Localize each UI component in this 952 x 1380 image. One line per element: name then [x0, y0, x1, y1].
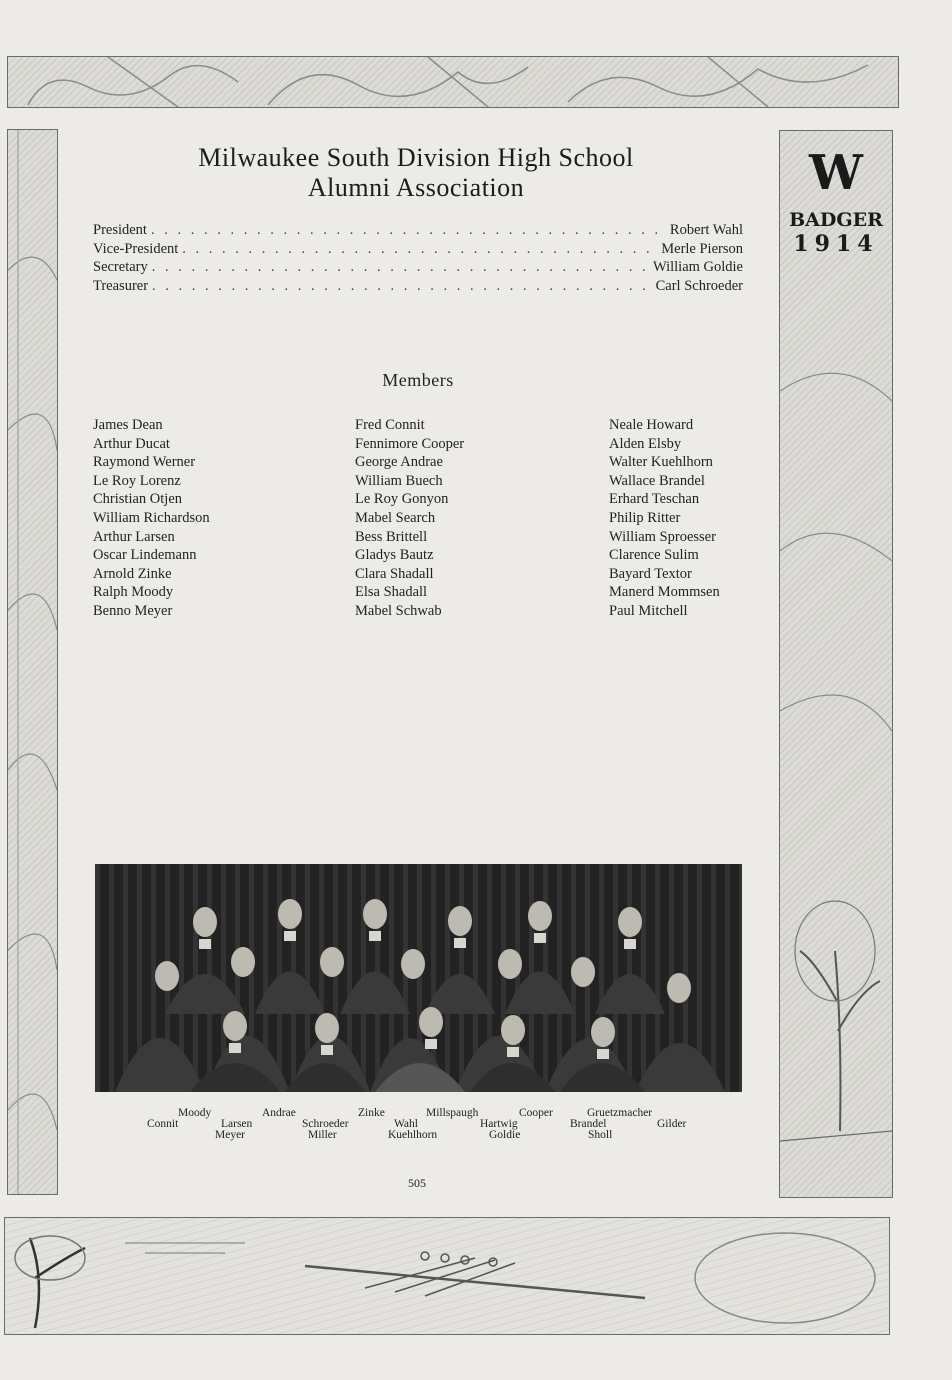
caption-name: Zinke	[358, 1107, 385, 1119]
title-line-1: Milwaukee South Division High School	[198, 143, 634, 172]
member-name: George Andrae	[355, 454, 443, 471]
officer-row	[93, 278, 743, 297]
officer-row	[93, 259, 743, 278]
caption-name: Hartwig	[480, 1118, 518, 1130]
caption-name: Goldie	[489, 1129, 521, 1141]
member-name: Walter Kuehlhorn	[609, 454, 713, 471]
member-name: Arthur Ducat	[93, 435, 170, 452]
member-name: Gladys Bautz	[355, 547, 434, 564]
member-name: Le Roy Gonyon	[355, 491, 449, 508]
badge-name: BADGER	[789, 209, 883, 231]
group-photo	[95, 864, 742, 1092]
officer-role: Secretary	[93, 259, 148, 276]
officer-row	[93, 241, 743, 260]
members-column-1	[93, 416, 210, 621]
badge-year: 1914	[793, 231, 879, 257]
cloud-pattern-icon	[8, 57, 898, 107]
officer-role: Vice-President	[93, 240, 179, 257]
bottom-decorative-border	[4, 1217, 890, 1335]
member-name: Arthur Larsen	[93, 528, 175, 545]
caption-name: Andrae	[262, 1107, 296, 1119]
officer-role: President	[93, 222, 147, 238]
caption-name: Schroeder	[302, 1118, 349, 1130]
member-name: William Sproesser	[609, 528, 716, 545]
leader-dots	[152, 259, 649, 276]
left-decorative-border	[7, 129, 58, 1195]
members-column-3	[609, 416, 720, 621]
member-name: Manerd Mommsen	[609, 584, 720, 601]
top-decorative-border	[7, 56, 899, 108]
caption-name: Connit	[147, 1118, 179, 1130]
member-name: Bayard Textor	[609, 565, 692, 582]
officers-list	[93, 222, 743, 297]
officer-name: William Goldie	[652, 259, 743, 276]
member-name: Fred Connit	[355, 417, 425, 433]
member-name: Bess Brittell	[355, 528, 428, 545]
caption-name: Gilder	[657, 1118, 687, 1130]
caption-name: Sholl	[588, 1129, 613, 1141]
member-name: Benno Meyer	[93, 602, 173, 619]
caption-name: Miller	[308, 1129, 337, 1141]
caption-name: Meyer	[215, 1129, 246, 1141]
rowing-crew-icon	[5, 1218, 889, 1334]
member-name: Philip Ritter	[609, 509, 681, 526]
members-column-2	[355, 416, 464, 621]
officer-name: Robert Wahl	[669, 222, 743, 238]
member-name: William Buech	[355, 472, 443, 489]
caption-name: Kuehlhorn	[388, 1129, 438, 1141]
member-name: Le Roy Lorenz	[93, 472, 181, 489]
member-name: Clarence Sulim	[609, 547, 699, 564]
member-name: Alden Elsby	[609, 435, 682, 452]
title-line-2: Alumni Association	[307, 173, 525, 202]
member-name: Neale Howard	[609, 417, 694, 433]
member-name: Oscar Lindemann	[93, 547, 197, 564]
leader-dots	[151, 222, 666, 239]
group-portrait-icon	[95, 864, 742, 1092]
caption-name: Moody	[178, 1107, 212, 1119]
caption-name: Millspaugh	[426, 1107, 479, 1119]
member-name: Raymond Werner	[93, 454, 196, 471]
member-name: Christian Otjen	[93, 491, 183, 508]
page-number: 505	[408, 1176, 426, 1190]
member-name: Paul Mitchell	[609, 602, 688, 619]
right-decorative-border	[779, 130, 893, 1198]
badge-letter: W	[809, 145, 863, 201]
caption-name: Larsen	[221, 1118, 253, 1130]
members-heading: Members	[382, 370, 454, 390]
leader-dots	[182, 241, 657, 258]
member-name: Ralph Moody	[93, 584, 174, 601]
member-name: Fennimore Cooper	[355, 435, 465, 452]
caption-name: Brandel	[570, 1118, 607, 1130]
caption-name: Wahl	[394, 1118, 418, 1130]
page-title	[100, 143, 732, 203]
caption-name: Gruetzmacher	[587, 1107, 653, 1119]
officer-role: Treasurer	[93, 278, 149, 295]
member-name: Arnold Zinke	[93, 565, 172, 582]
member-name: Mabel Schwab	[355, 602, 442, 619]
member-name: Elsa Shadall	[355, 584, 428, 601]
member-name: William Richardson	[93, 509, 210, 526]
member-name: Erhard Teschan	[609, 491, 700, 508]
leader-dots	[152, 278, 652, 295]
officer-name: Merle Pierson	[661, 240, 743, 257]
member-name: James Dean	[93, 417, 163, 433]
cloud-pattern-icon	[8, 130, 57, 1194]
member-name: Wallace Brandel	[609, 472, 705, 489]
member-name: Clara Shadall	[355, 565, 434, 582]
officer-name: Carl Schroeder	[655, 278, 743, 295]
officer-row	[93, 222, 743, 241]
member-name: Mabel Search	[355, 509, 436, 526]
tree-landscape-icon	[780, 131, 892, 1197]
caption-name: Cooper	[519, 1107, 553, 1119]
